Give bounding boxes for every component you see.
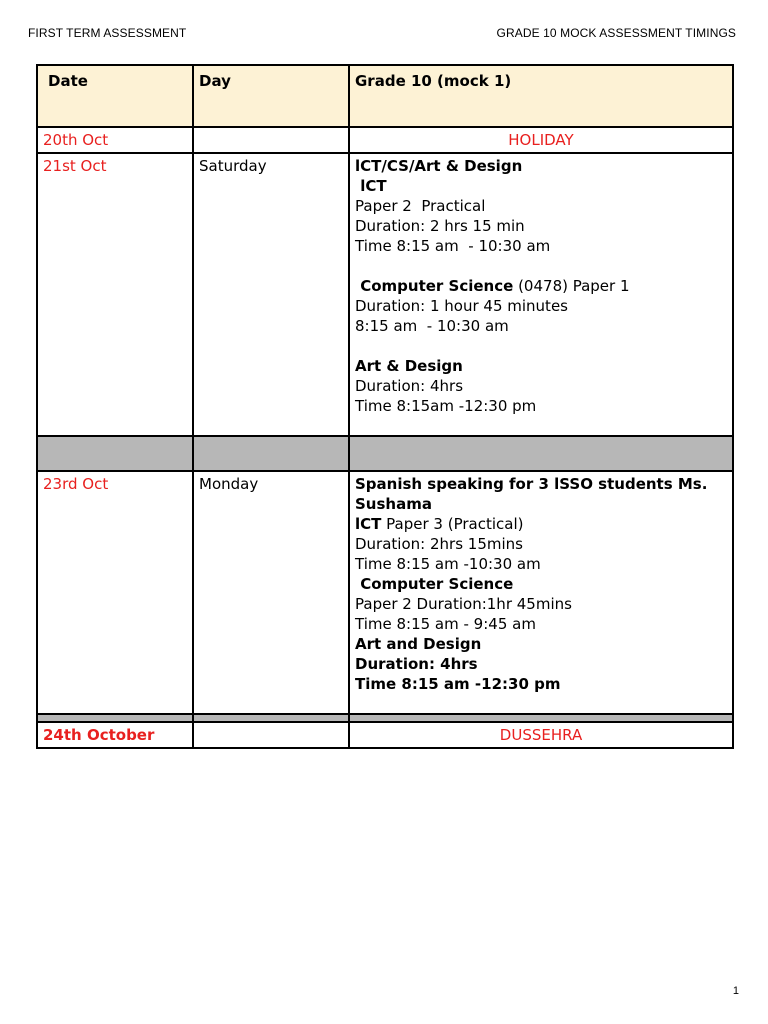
- column-header-grade: Grade 10 (mock 1): [349, 65, 733, 127]
- holiday-cell: DUSSEHRA: [349, 722, 733, 748]
- exam-paper: Paper 3 (Practical): [381, 515, 524, 533]
- exam-line: lCT: [355, 177, 387, 195]
- exam-line: Time 8:15am -12:30 pm: [355, 397, 537, 415]
- separator-cell: [349, 436, 733, 471]
- exam-subject: Computer Science: [355, 277, 514, 295]
- table-row-24th-october: [37, 722, 733, 748]
- exam-line: Duration: 4hrs: [355, 655, 478, 673]
- table-row-21st-oct: [37, 153, 733, 436]
- exam-details-cell: [349, 153, 733, 436]
- exam-subject: lCT: [355, 515, 382, 533]
- exam-line: Spanish speaking for 3 lSSO students Ms.: [355, 475, 708, 493]
- exam-paper: (0478) Paper 1: [513, 277, 630, 295]
- date-cell: 20th Oct: [37, 127, 193, 153]
- exam-line: Paper 2 Duration:1hr 45mins: [355, 595, 572, 613]
- exam-line: Computer Science: [355, 575, 514, 593]
- exam-line: Art and Design: [355, 635, 482, 653]
- assessment-schedule-table: [36, 64, 734, 749]
- separator-row: [37, 714, 733, 722]
- separator-cell: [193, 436, 349, 471]
- date-cell: 21st Oct: [37, 153, 193, 436]
- separator-row: [37, 436, 733, 471]
- column-header-date: Date: [37, 65, 193, 127]
- separator-cell: [37, 714, 193, 722]
- separator-cell: [37, 436, 193, 471]
- exam-line: Art & Design: [355, 357, 463, 375]
- exam-line: lCT/CS/Art & Design: [355, 157, 523, 175]
- exam-line: Duration: 2hrs 15mins: [355, 535, 523, 553]
- document-header-right: GRADE 10 MOCK ASSESSMENT TIMINGS: [496, 26, 736, 40]
- day-cell: [193, 127, 349, 153]
- day-cell: [193, 722, 349, 748]
- separator-cell: [349, 714, 733, 722]
- exam-line: [355, 276, 727, 296]
- date-cell: 23rd Oct: [37, 471, 193, 714]
- exam-details-cell: [349, 471, 733, 714]
- separator-cell: [193, 714, 349, 722]
- exam-line: Paper 2 Practical: [355, 197, 486, 215]
- exam-line: Time 8:15 am - 10:30 am: [355, 237, 551, 255]
- exam-line: Duration: 1 hour 45 minutes: [355, 297, 568, 315]
- table-row-20th-oct: [37, 127, 733, 153]
- day-cell: Monday: [193, 471, 349, 714]
- exam-line: [355, 514, 727, 534]
- exam-line-blank: [355, 256, 727, 276]
- column-header-day: Day: [193, 65, 349, 127]
- exam-line: Time 8:15 am -10:30 am: [355, 555, 541, 573]
- table-header-row: [37, 65, 733, 127]
- exam-line: Time 8:15 am - 9:45 am: [355, 615, 536, 633]
- exam-line-blank: [355, 336, 727, 356]
- day-cell: Saturday: [193, 153, 349, 436]
- document-header-left: FIRST TERM ASSESSMENT: [28, 26, 187, 40]
- exam-line: Duration: 2 hrs 15 min: [355, 217, 525, 235]
- holiday-cell: HOLIDAY: [349, 127, 733, 153]
- exam-line: Duration: 4hrs: [355, 377, 464, 395]
- exam-line: Time 8:15 am -12:30 pm: [355, 675, 561, 693]
- table-row-23rd-oct: [37, 471, 733, 714]
- exam-line: 8:15 am - 10:30 am: [355, 317, 509, 335]
- page-number: 1: [732, 985, 739, 997]
- exam-line: Sushama: [355, 495, 432, 513]
- date-cell: 24th October: [37, 722, 193, 748]
